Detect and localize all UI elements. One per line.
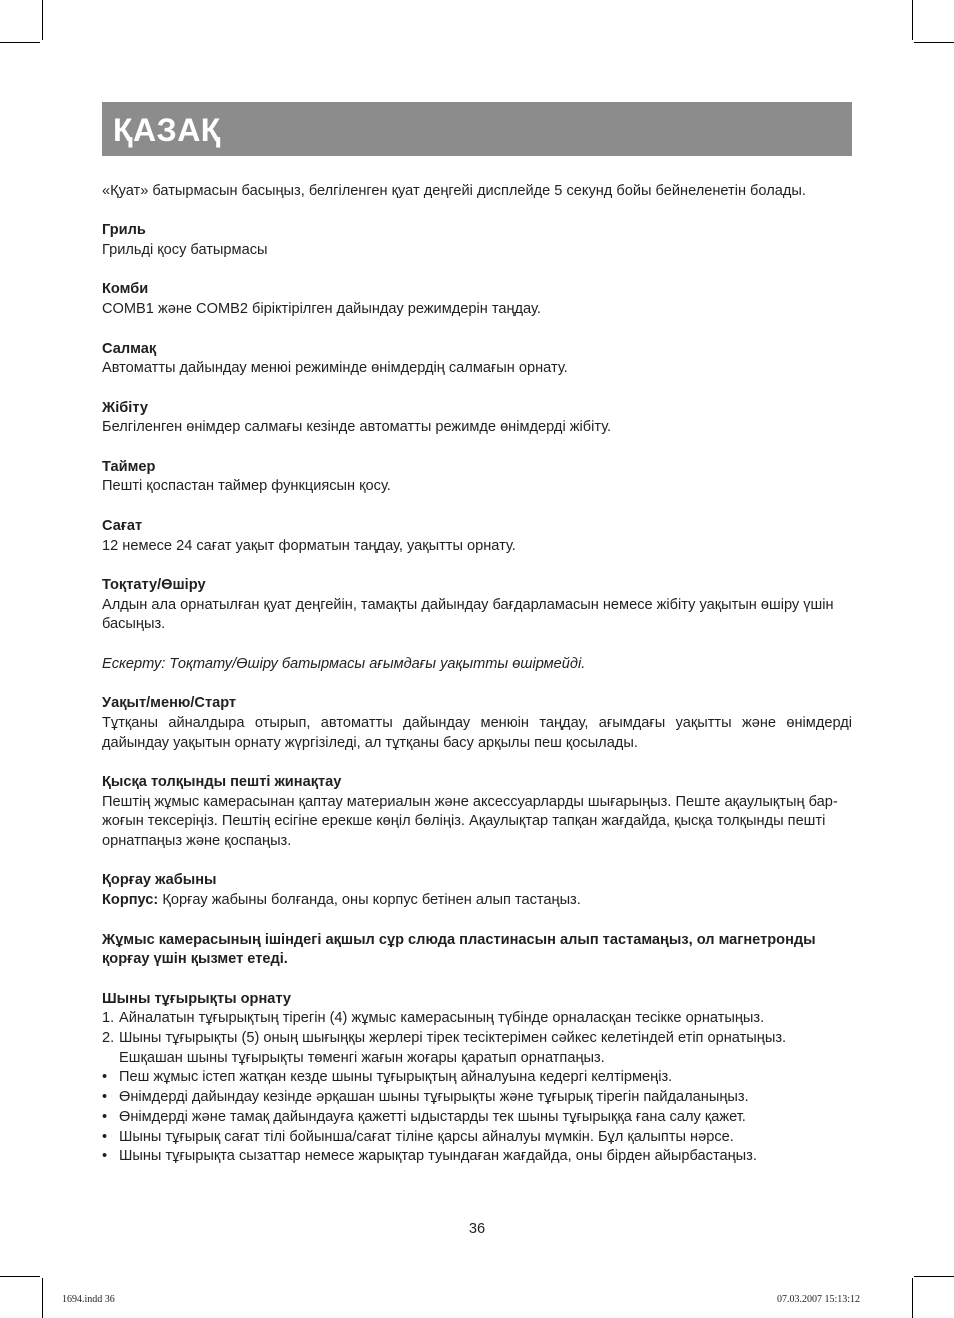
language-header-bar [102,102,852,156]
section-timer [102,458,852,497]
list-item [102,1088,852,1108]
section-combi [102,280,852,319]
page-number: 36 [468,1221,486,1237]
note-block [102,655,852,675]
bullet-icon: • [102,1148,108,1165]
bullets-list [102,1068,852,1167]
intro-block [102,182,852,202]
section-assembly [102,773,852,852]
list-item [102,1108,852,1128]
crop-mark [912,0,913,40]
list-item [102,1128,852,1148]
bullet-icon: • [102,1108,108,1125]
crop-mark [0,42,40,43]
note-text: Ескерту: Тоқтату/Өшіру батырмасы ағымдағы уақытты өшірмейді. [102,655,586,672]
slug-datetime: 07.03.2007 15:13:12 [777,1294,861,1305]
section-title: Уақыт/меню/Старт [102,695,237,712]
section-text: Грильді қосу батырмасы [102,242,268,259]
crop-mark [42,0,43,40]
list-item [102,1029,852,1068]
section-text: Белгіленген өнімдер салмағы кезінде автоматты режимде өнімдерді жібіту. [102,419,612,436]
section-title: Салмақ [102,340,157,357]
step-number: 2. [102,1030,115,1047]
crop-mark [914,1276,954,1277]
section-text: Пештің жұмыс камерасынан қаптау материалын және аксессуарларды шығарыңыз. Пеште ақаулықтың бар-жоғын тексеріңіз. Пештің есігіне ерекше көңіл бөліңіз. Ақаулықтар тапқан жағдайда, қысқа толқынды пешті орнатпаңыз және қоспаңыз. [102,793,838,850]
steps-list [102,1009,852,1068]
section-title: Сағат [102,517,143,534]
section-title: Гриль [102,222,146,239]
section-title: Жібіту [102,399,148,416]
bullet-icon: • [102,1128,108,1145]
section-text: Алдын ала орнатылған қуат деңгейін, тамақты дайындау бағдарламасын немесе жібіту уақытын өшіру үшін басыңыз. [102,596,834,633]
page-content [102,182,852,1187]
crop-mark [0,1276,40,1277]
section-title: Қысқа толқынды пешті жинақтау [102,773,342,790]
step-text: Айналатын тұғырықтың тірегін (4) жұмыс камерасының түбінде орналасқан тесікке орнатыңыз. [119,1010,765,1027]
crop-mark [912,1278,913,1318]
warning-block [102,931,852,970]
language-title: ҚАЗАҚ [113,112,221,148]
section-weight [102,340,852,379]
section-stop-cancel [102,576,852,635]
bullet-icon: • [102,1089,108,1106]
bullet-text: Өнімдерді және тамақ дайындауға қажетті ыдыстарды тек шыны тұғырыққа ғана салу қажет. [119,1108,746,1125]
bullet-text: Пеш жұмыс істеп жатқан кезде шыны тұғырықтың айналуына кедергі келтірмеңіз. [119,1069,673,1086]
section-text: Автоматты дайындау менюі режимінде өнімдердің салмағын орнату. [102,360,568,377]
bullet-text: Өнімдерді дайындау кезінде әрқашан шыны тұғырықты және тұғырық тірегін пайдаланыңыз. [119,1089,749,1106]
section-title: Қорғау жабыны [102,872,217,889]
section-clock [102,517,852,556]
section-defrost [102,399,852,438]
slug-file: 1694.indd 36 [62,1294,115,1305]
body-text: Қорғау жабыны болғанда, оны корпус бетінен алып тастаңыз. [158,892,581,909]
section-text: COMB1 және COMB2 біріктірілген дайындау режимдерін таңдау. [102,301,541,318]
crop-mark [914,42,954,43]
bullet-text: Шыны тұғырық сағат тілі бойынша/сағат тіліне қарсы айналуы мүмкін. Бұл қалыпты нәрсе. [119,1128,734,1145]
section-title: Шыны тұғырықты орнату [102,990,291,1007]
section-text [102,891,852,911]
section-text: Пешті қоспастан таймер функциясын қосу. [102,478,391,495]
step-number: 1. [102,1010,115,1027]
step-text: Шыны тұғырықты (5) оның шығыңқы жерлері тірек тесіктерімен сәйкес келетіндей етіп орнатыңыз. Ешқашан шыны тұғырықты төменгі жағын жоғары қаратып орнатпаңыз. [119,1030,787,1066]
list-item [102,1147,852,1167]
body-label: Корпус: [102,892,159,909]
section-title: Таймер [102,458,156,475]
list-item [102,1009,852,1029]
section-time-menu-start [102,694,852,753]
section-glass-tray [102,990,852,1167]
section-text: Тұтқаны айналдыра отырып, автоматты дайындау менюін таңдау, ағымдағы уақытты және өнімдерді дайындау уақытын орнату жүргізіледі, ал тұтқаны басу арқылы пеш қосылады. [102,714,852,751]
section-title: Комби [102,281,149,298]
bullet-icon: • [102,1069,108,1086]
section-grill [102,221,852,260]
section-protective-film [102,871,852,910]
section-title: Тоқтату/Өшіру [102,576,206,593]
crop-mark [42,1278,43,1318]
section-text: 12 немесе 24 сағат уақыт форматын таңдау, уақытты орнату. [102,537,516,554]
bullet-text: Шыны тұғырықта сызаттар немесе жарықтар туындаған жағдайда, оны бірден айырбастаңыз. [119,1148,757,1165]
list-item [102,1068,852,1088]
intro-text: «Қуат» батырмасын басыңыз, белгіленген қуат деңгейі дисплейде 5 секунд бойы бейнеленетін болады. [102,183,806,199]
warning-text: Жұмыс камерасының ішіндегі ақшыл сұр слюда пластинасын алып тастамаңыз, ол магнетронды қорғау үшін қызмет етеді. [102,931,816,968]
